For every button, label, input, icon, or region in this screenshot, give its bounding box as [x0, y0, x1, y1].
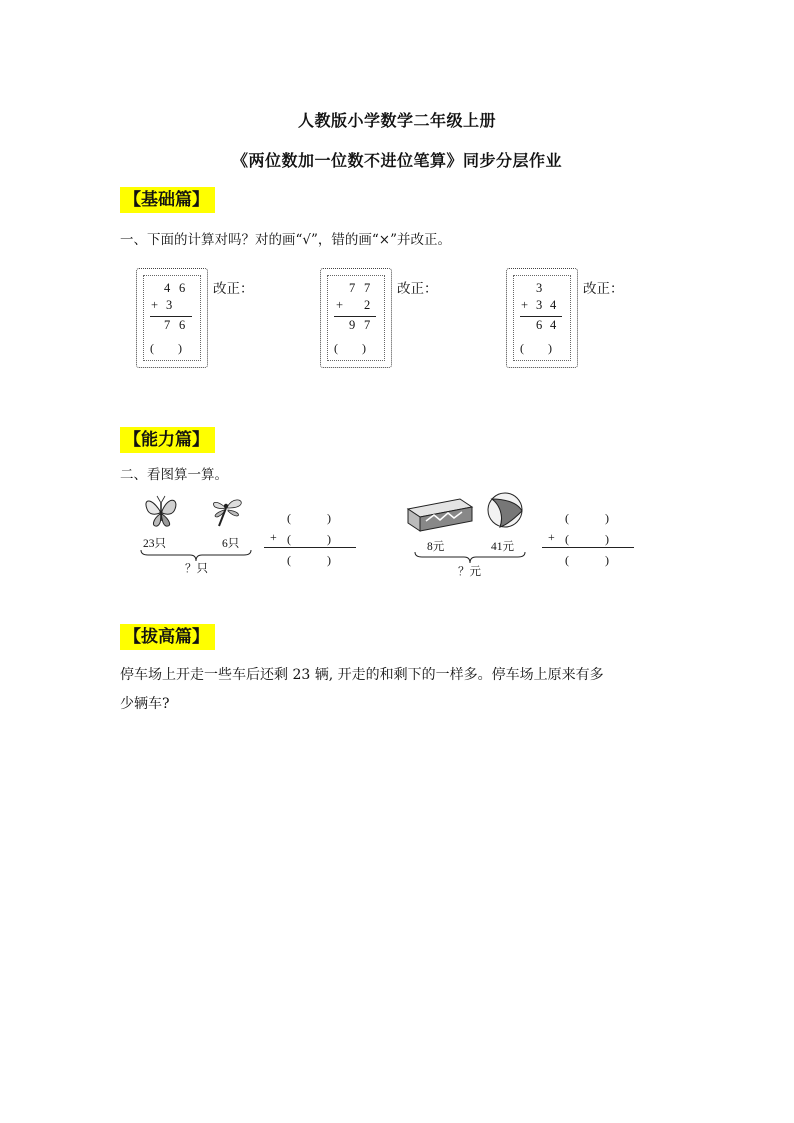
label-total: ？元 — [458, 566, 481, 578]
sum-line — [264, 547, 356, 548]
digit: 9 — [349, 318, 356, 332]
question-2-text: 二、看图算一算。 — [120, 467, 228, 483]
digit: 7 — [349, 281, 356, 295]
vertical-blank-3[interactable]: ( ) — [565, 553, 609, 567]
plus-sign: + — [151, 298, 159, 312]
sum-line — [150, 316, 192, 317]
question-3-line1: 停车场上开走一些车后还剩 23 辆, 开走的和剩下的一样多。停车场上原来有多 — [120, 667, 604, 683]
vertical-blank-3[interactable]: ( ) — [287, 553, 331, 567]
vertical-blank-1[interactable]: ( ) — [287, 511, 331, 525]
vertical-blank-1[interactable]: ( ) — [565, 511, 609, 525]
question-3-line2: 少辆车? — [120, 696, 170, 712]
digit: 2 — [364, 298, 371, 312]
plus-sign: + — [270, 530, 277, 544]
plus-sign: + — [336, 298, 344, 312]
answer-paren[interactable]: ( ) — [150, 341, 182, 355]
section-tag-ability: 【能力篇】 — [120, 427, 215, 453]
digit: 6 — [179, 281, 186, 295]
answer-paren[interactable]: ( ) — [520, 341, 552, 355]
calc-frame-1 — [136, 268, 208, 368]
sum-line — [334, 316, 376, 317]
section-tag-basic: 【基础篇】 — [120, 187, 215, 213]
vertical-blank-2[interactable]: ( ) — [287, 532, 331, 546]
digit: 3 — [536, 298, 543, 312]
label-6: 6只 — [222, 538, 240, 550]
digit: 7 — [364, 318, 371, 332]
vertical-blank-2[interactable]: ( ) — [565, 532, 609, 546]
plus-sign: + — [521, 298, 529, 312]
digit: 4 — [164, 281, 171, 295]
digit: 7 — [364, 281, 371, 295]
digit: 3 — [536, 281, 543, 295]
sum-line — [520, 316, 562, 317]
pencil-case-icon — [404, 495, 474, 533]
digit: 6 — [536, 318, 543, 332]
page-subtitle: 《两位数加一位数不进位笔算》同步分层作业 — [231, 151, 562, 170]
digit: 6 — [179, 318, 186, 332]
section-tag-advanced: 【拔高篇】 — [120, 624, 215, 650]
label-41: 41元 — [491, 541, 514, 553]
digit: 7 — [164, 318, 171, 332]
calc-frame-3 — [506, 268, 578, 368]
digit: 4 — [550, 318, 557, 332]
question-1-text: 一、下面的计算对吗？对的画“√”，错的画“×”并改正。 — [120, 232, 452, 248]
dragonfly-icon — [211, 497, 245, 527]
butterfly-icon — [143, 493, 179, 529]
label-23: 23只 — [143, 538, 166, 550]
label-8: 8元 — [427, 541, 445, 553]
page-title: 人教版小学数学二年级上册 — [297, 111, 496, 130]
ball-icon — [486, 491, 524, 529]
fix-label-3: 改正： — [583, 281, 624, 297]
digit: 4 — [550, 298, 557, 312]
calc-frame-2 — [320, 268, 392, 368]
answer-paren[interactable]: ( ) — [334, 341, 366, 355]
plus-sign: + — [548, 530, 555, 544]
fix-label-1: 改正： — [213, 281, 254, 297]
fix-label-2: 改正： — [397, 281, 438, 297]
sum-line — [542, 547, 634, 548]
digit: 3 — [166, 298, 173, 312]
label-total: ？只 — [185, 563, 208, 575]
